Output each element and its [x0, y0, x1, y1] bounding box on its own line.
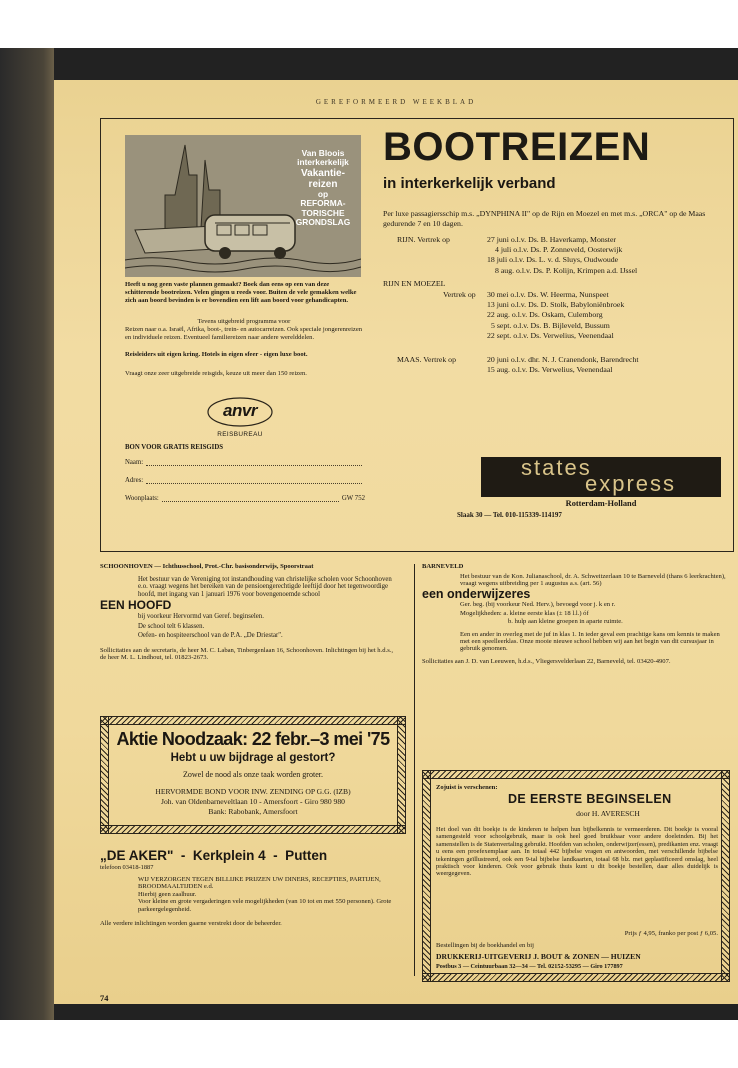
main-subtitle: in interkerkelijk verband — [383, 175, 556, 192]
program-heading: Tevens uitgebreid programma voor — [197, 318, 291, 325]
running-header: GEREFORMEERD WEEKBLAD — [315, 98, 477, 106]
border-right — [397, 716, 406, 834]
beginselen-title: DE EERSTE BEGINSELEN — [508, 792, 672, 806]
barneveld-footer: Sollicitaties aan J. D. van Leeuwen, h.d.s., Vliegersvelderlaan 22, Barneveld, tel. 03420-4907. — [422, 657, 671, 665]
coupon-name-label: Naam: — [125, 459, 144, 466]
aker-line: WIJ VERZORGEN TEGEN BILLIJKE PRIJZEN UW DINERS, RECEPTIES, PARTIJEN, BROODMAALTIJDEN e.d. — [138, 875, 381, 891]
border-right — [721, 770, 730, 982]
coupon-address-field[interactable] — [146, 477, 362, 484]
barneveld-body: Het bestuur van de Kon. Julianaschool, dr. A. Schweitzerlaan 10 te Barneveld (thans 6 leerkrachten), vraagt wegens uitbreiding per 1 augustus a.s. (art. 56) — [460, 572, 726, 587]
coupon-city-row[interactable] — [125, 495, 365, 504]
barneveld-ad — [422, 563, 730, 665]
anvr-subtitle: REISBUREAU — [217, 431, 263, 438]
moezel-label: Vertrek op — [443, 290, 476, 299]
rijn-list — [487, 235, 727, 276]
moezel-list — [487, 290, 727, 341]
trip-item: 5 sept. o.l.v. Ds. B. Bijleveld, Bussum — [491, 320, 610, 330]
states-city: Rotterdam-Holland — [565, 499, 637, 508]
column-divider — [414, 564, 415, 976]
aker-line: Voor kleine en grote vergaderingen vele mogelijkheden (van 10 tot en met 550 personen). Grote parkeergelegenheid. — [138, 898, 392, 913]
barneveld-line: Mogelijkheden: a. kleine eerste klas (± 18 l.l.) óf — [460, 609, 589, 617]
coupon-address-row[interactable] — [125, 477, 365, 486]
coupon-name-row[interactable] — [125, 459, 365, 468]
barneveld-line: b. hulp aan kleine groepen in aparte ruimte. — [508, 618, 623, 626]
beginselen-address: Postbus 3 — Ceintuurbaan 32—34 — Tel. 02152-53295 — Giro 177897 — [436, 963, 623, 970]
aker-footer: Alle verdere inlichtingen worden gaarne verstrekt door de beheerder. — [100, 919, 282, 927]
border-bottom — [422, 973, 730, 982]
beginselen-order: Bestellingen bij de boekhandel en bij — [436, 942, 534, 949]
aktie-bank: Bank: Rabobank, Amersfoort — [208, 807, 298, 816]
coupon-name-field[interactable] — [146, 459, 362, 466]
aker-line: Hierbij geen zaalhuur. — [138, 890, 197, 898]
schoonhoven-line: De school telt 6 klassen. — [138, 622, 205, 630]
aker-title: „DE AKER" - Kerkplein 4 - Putten — [100, 848, 328, 863]
schoonhoven-heading: SCHOONHOVEN — Ichthusschool, Prot.-Chr. basisonderwijs, Spoorstraat — [100, 563, 314, 570]
trip-item: 22 sept. o.l.v. Ds. Verwelius, Veenendaal — [487, 330, 614, 340]
caption-line: op — [317, 188, 329, 199]
schoonhoven-line: Oefen- en hospiteerschool van de P.A. „De Driestar". — [138, 632, 283, 640]
border-top — [100, 716, 406, 725]
coupon-city-label: Woonplaats: — [125, 495, 159, 502]
barneveld-line: Ger. beg. (bij voorkeur Ned. Herv.), bevoegd voor j. k en r. — [460, 601, 616, 609]
barneveld-heading: BARNEVELD — [422, 563, 464, 570]
guide-text: Vraagt onze zeer uitgebreide reisgids, keuze uit meer dan 150 reizen. — [125, 370, 307, 377]
border-left — [422, 770, 431, 982]
bootreizen-ad — [100, 118, 734, 552]
scan-background — [0, 48, 738, 1020]
schoonhoven-footer: Sollicitaties aan de secretaris, de heer M. C. Laban, Tinbergenlaan 16, Schoonhoven. Inlichtingen bij het h.d.s., de heer M. L. Lindhout, tel. 01823-2673. — [100, 646, 394, 662]
cruise-intro: Per luxe passagiersschip m.s. „DYNPHINA II" op de Rijn en Moezel en met m.s. „ORCA" op de Maas gedurende 7 en 10 dagen. — [383, 209, 706, 228]
trip-item: 8 aug. o.l.v. Ds. P. Kolijn, Krimpen a.d. IJssel — [495, 265, 638, 275]
beginselen-pre: Zojuist is verschenen: — [436, 784, 498, 791]
beginselen-author: door H. AVERESCH — [576, 809, 640, 818]
caption-line: reizen — [308, 178, 338, 190]
coupon-address-label: Adres: — [125, 477, 144, 484]
states-address: Slaak 30 — Tel. 010-115339-114197 — [457, 511, 562, 519]
trip-item: 4 juli o.l.v. Ds. P. Zonneveld, Oosterwijk — [495, 245, 623, 255]
main-title: BOOTREIZEN — [383, 125, 651, 169]
schoonhoven-title: EEN HOOFD — [100, 598, 172, 613]
trip-item: 20 juni o.l.v. dhr. N. J. Cranendonk, Barendrecht — [487, 355, 639, 364]
magazine-page — [54, 80, 738, 1004]
border-top — [422, 770, 730, 779]
aktie-line: Zowel de nood als onze taak worden groter. — [183, 770, 323, 779]
beginselen-price: Prijs ƒ 4,95, franko per post ƒ 6,05. — [624, 930, 718, 937]
trip-item: 13 juni o.l.v. Ds. D. Stolk, Babyloniënbroek — [487, 300, 625, 310]
caption-line: interkerkelijk — [297, 157, 349, 168]
aker-phone: telefoon 03418-1887 — [100, 864, 154, 871]
express-text: express — [585, 471, 677, 496]
aker-ad — [100, 848, 406, 927]
barneveld-body2: Een en ander in overleg met de juf in klas 1. In ieder geval een prachtige kans om kennis te maken met een speelleerklas. Onze mooie nieuwe school hebben wij aan het begin van dit cursusjaar in gebruik genomen. — [460, 630, 720, 653]
page-number: 74 — [100, 994, 109, 1003]
caption-line: GRONDSLAG — [295, 217, 351, 228]
anvr-text: anvr — [223, 401, 257, 420]
aktie-title: Aktie Noodzaak: 22 febr.–3 mei '75 — [116, 729, 390, 749]
aktie-ad — [100, 716, 406, 834]
coupon-title: BON VOOR GRATIS REISGIDS — [125, 444, 224, 451]
states-text: states — [521, 455, 592, 480]
beginselen-ad — [422, 770, 730, 982]
trip-item: 15 aug. o.l.v. Ds. Verwelius, Veenendaal — [487, 365, 613, 375]
beginselen-body: Het doel van dit boekje is de kinderen te helpen hun bijbelkennis te vermeerderen. Dit boekje is vooral samengesteld voor schoolgebruik, maar is ook heel goed bruikbaar voor andere doeleinden. Bij het samenstellen is de Statenvertaling gebruikt. Hoofden van scholen, onderwijzer(essen), predikanten enz. vraagt u eens een proefexemplaar aan. In totaal 442 bijbelse vragen en antwoorden, met verschillende bijbelse tekeningen geïllustreerd, ook een 9-tal bijbelse landkaarten, totaal 68 blz. met geplastificeerd omslag, heel praktisch voor kinderen. Ook voor gebruik thuis kunt u dit boekje bestellen, daar alles duidelijk is weergegeven. — [436, 826, 718, 878]
trip-item: 30 mei o.l.v. Ds. W. Heerma, Nunspeet — [487, 290, 609, 299]
aktie-org: HERVORMDE BOND VOOR INW. ZENDING OP G.G. (IZB) — [155, 787, 351, 796]
beginselen-publisher: DRUKKERIJ-UITGEVERIJ J. BOUT & ZONEN — HUIZEN — [436, 952, 641, 961]
caption-line: Van Bloois — [301, 148, 345, 158]
aktie-address: Joh. van Oldenbarneveltlaan 10 - Amersfoort - Giro 980 980 — [161, 797, 345, 806]
border-left — [100, 716, 109, 834]
rijn-label: RIJN. Vertrek op — [397, 235, 450, 244]
program-text: Reizen naar o.a. Israël, Afrika, boot-, trein- en autocarreizen. Ook speciale jongerenreizen en individuele reizen. Eventueel familiereizen naar andere werelddelen. — [125, 326, 363, 341]
travel-illustration — [125, 135, 361, 277]
moezel-heading: RIJN EN MOEZEL — [383, 279, 446, 288]
trip-item: 22 aug. o.l.v. Ds. Oskam, Culemborg — [487, 310, 603, 320]
trip-item: 18 juli o.l.v. Ds. L. v. d. Sluys, Oudwoude — [487, 255, 619, 265]
trip-item: 27 juni o.l.v. Ds. B. Haverkamp, Monster — [487, 235, 616, 244]
schoonhoven-ad — [100, 563, 400, 662]
states-express-logo — [481, 457, 721, 497]
coupon-code: GW 752 — [341, 495, 365, 502]
image-caption — [287, 149, 359, 227]
book-spine-shadow — [0, 48, 54, 1020]
anvr-logo — [205, 395, 275, 429]
caption-line: Vakantie- — [301, 167, 345, 179]
maas-list — [487, 355, 727, 375]
border-bottom — [100, 825, 406, 834]
coupon-city-field[interactable] — [162, 495, 339, 502]
caption-line: REFORMA- — [300, 198, 346, 209]
barneveld-title: een onderwijzeres — [422, 587, 531, 602]
aktie-subtitle: Hebt u uw bijdrage al gestort? — [170, 752, 336, 764]
leaders-text: Reisleiders uit eigen kring. Hotels in eigen sfeer - eigen luxe boot. — [125, 351, 308, 358]
schoonhoven-body: Het bestuur van de Vereniging tot instandhouding van christelijke scholen voor Schoonhoven e.o. vraagt wegens het bereiken van de pensioengerechtigde leeftijd door het tegenwoordige hoofd, met ingang van 1 januari 1976 voor bovengenoemde school — [138, 575, 392, 598]
caption-line: TORISCHE — [301, 207, 345, 218]
intro-text: Heeft u nog geen vaste plannen gemaakt? Boek dan eens op een van deze schitterende bootreizen. Velen gingen u reeds voor. Buiten de vele gemakken welke zich aan boord bevinden is er bovendien een lift aan boord voor gehandicapten. — [125, 281, 357, 304]
maas-label: MAAS. Vertrek op — [397, 355, 456, 364]
schoonhoven-line: bij voorkeur Hervormd van Geref. beginselen. — [138, 613, 264, 621]
